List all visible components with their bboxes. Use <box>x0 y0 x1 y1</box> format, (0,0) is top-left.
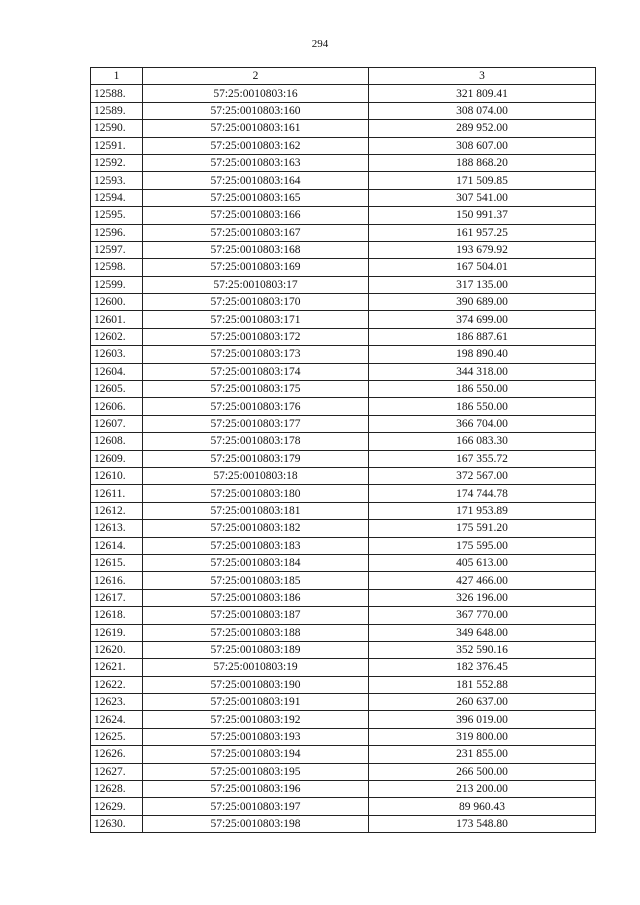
row-number-cell: 12608. <box>91 433 143 450</box>
row-number-cell: 12598. <box>91 259 143 276</box>
row-number-cell: 12617. <box>91 589 143 606</box>
row-number-cell: 12618. <box>91 607 143 624</box>
header-cell-3: 3 <box>369 68 596 85</box>
table-row <box>91 189 596 206</box>
table-row <box>91 781 596 798</box>
value-cell: 260 637.00 <box>369 694 596 711</box>
cadastral-number-cell: 57:25:0010803:187 <box>143 607 369 624</box>
row-number-cell: 12629. <box>91 798 143 815</box>
row-number-cell: 12602. <box>91 328 143 345</box>
header-cell-1: 1 <box>91 68 143 85</box>
row-number-cell: 12627. <box>91 763 143 780</box>
table-row <box>91 172 596 189</box>
value-cell: 193 679.92 <box>369 241 596 258</box>
row-number-cell: 12592. <box>91 154 143 171</box>
value-cell: 188 868.20 <box>369 154 596 171</box>
table-row <box>91 224 596 241</box>
value-cell: 427 466.00 <box>369 572 596 589</box>
row-number-cell: 12590. <box>91 120 143 137</box>
table-row <box>91 346 596 363</box>
cadastral-number-cell: 57:25:0010803:197 <box>143 798 369 815</box>
value-cell: 372 567.00 <box>369 467 596 484</box>
row-number-cell: 12610. <box>91 467 143 484</box>
cadastral-number-cell: 57:25:0010803:162 <box>143 137 369 154</box>
row-number-cell: 12603. <box>91 346 143 363</box>
row-number-cell: 12611. <box>91 485 143 502</box>
row-number-cell: 12626. <box>91 746 143 763</box>
cadastral-number-cell: 57:25:0010803:16 <box>143 85 369 102</box>
value-cell: 175 595.00 <box>369 537 596 554</box>
row-number-cell: 12599. <box>91 276 143 293</box>
value-cell: 186 887.61 <box>369 328 596 345</box>
table-row <box>91 207 596 224</box>
table-row <box>91 259 596 276</box>
table-body <box>91 85 596 833</box>
table-row <box>91 520 596 537</box>
value-cell: 171 953.89 <box>369 502 596 519</box>
cadastral-number-cell: 57:25:0010803:18 <box>143 467 369 484</box>
cadastral-number-cell: 57:25:0010803:170 <box>143 294 369 311</box>
table-row <box>91 450 596 467</box>
cadastral-number-cell: 57:25:0010803:183 <box>143 537 369 554</box>
cadastral-number-cell: 57:25:0010803:172 <box>143 328 369 345</box>
cadastral-number-cell: 57:25:0010803:169 <box>143 259 369 276</box>
value-cell: 182 376.45 <box>369 659 596 676</box>
value-cell: 231 855.00 <box>369 746 596 763</box>
value-cell: 396 019.00 <box>369 711 596 728</box>
cadastral-number-cell: 57:25:0010803:195 <box>143 763 369 780</box>
row-number-cell: 12596. <box>91 224 143 241</box>
row-number-cell: 12607. <box>91 415 143 432</box>
row-number-cell: 12593. <box>91 172 143 189</box>
table-row <box>91 485 596 502</box>
value-cell: 266 500.00 <box>369 763 596 780</box>
value-cell: 167 355.72 <box>369 450 596 467</box>
table-row <box>91 467 596 484</box>
table-row <box>91 85 596 102</box>
row-number-cell: 12621. <box>91 659 143 676</box>
value-cell: 167 504.01 <box>369 259 596 276</box>
value-cell: 173 548.80 <box>369 815 596 832</box>
value-cell: 366 704.00 <box>369 415 596 432</box>
cadastral-number-cell: 57:25:0010803:180 <box>143 485 369 502</box>
value-cell: 352 590.16 <box>369 641 596 658</box>
table-row <box>91 294 596 311</box>
value-cell: 308 074.00 <box>369 102 596 119</box>
cadastral-number-cell: 57:25:0010803:167 <box>143 224 369 241</box>
table-row <box>91 554 596 571</box>
table-row <box>91 102 596 119</box>
table-row <box>91 728 596 745</box>
row-number-cell: 12625. <box>91 728 143 745</box>
cadastral-number-cell: 57:25:0010803:175 <box>143 381 369 398</box>
cadastral-number-cell: 57:25:0010803:17 <box>143 276 369 293</box>
cadastral-number-cell: 57:25:0010803:174 <box>143 363 369 380</box>
table-row <box>91 676 596 693</box>
row-number-cell: 12612. <box>91 502 143 519</box>
table-row <box>91 241 596 258</box>
row-number-cell: 12605. <box>91 381 143 398</box>
table-row <box>91 694 596 711</box>
table-row <box>91 589 596 606</box>
cadastral-number-cell: 57:25:0010803:198 <box>143 815 369 832</box>
value-cell: 186 550.00 <box>369 381 596 398</box>
table-row <box>91 624 596 641</box>
cadastral-number-cell: 57:25:0010803:164 <box>143 172 369 189</box>
cadastral-number-cell: 57:25:0010803:160 <box>143 102 369 119</box>
row-number-cell: 12604. <box>91 363 143 380</box>
value-cell: 174 744.78 <box>369 485 596 502</box>
value-cell: 213 200.00 <box>369 781 596 798</box>
value-cell: 374 699.00 <box>369 311 596 328</box>
cadastral-number-cell: 57:25:0010803:179 <box>143 450 369 467</box>
table-row <box>91 120 596 137</box>
row-number-cell: 12591. <box>91 137 143 154</box>
table-row <box>91 154 596 171</box>
row-number-cell: 12588. <box>91 85 143 102</box>
row-number-cell: 12597. <box>91 241 143 258</box>
table-row <box>91 641 596 658</box>
cadastral-number-cell: 57:25:0010803:186 <box>143 589 369 606</box>
value-cell: 307 541.00 <box>369 189 596 206</box>
cadastral-number-cell: 57:25:0010803:192 <box>143 711 369 728</box>
row-number-cell: 12620. <box>91 641 143 658</box>
value-cell: 319 800.00 <box>369 728 596 745</box>
value-cell: 161 957.25 <box>369 224 596 241</box>
value-cell: 317 135.00 <box>369 276 596 293</box>
table-row <box>91 746 596 763</box>
table-row <box>91 398 596 415</box>
table-row <box>91 537 596 554</box>
cadastral-number-cell: 57:25:0010803:171 <box>143 311 369 328</box>
row-number-cell: 12595. <box>91 207 143 224</box>
value-cell: 175 591.20 <box>369 520 596 537</box>
data-table <box>90 67 596 833</box>
row-number-cell: 12628. <box>91 781 143 798</box>
table-row <box>91 763 596 780</box>
table-row <box>91 502 596 519</box>
cadastral-number-cell: 57:25:0010803:189 <box>143 641 369 658</box>
value-cell: 344 318.00 <box>369 363 596 380</box>
cadastral-number-cell: 57:25:0010803:191 <box>143 694 369 711</box>
value-cell: 367 770.00 <box>369 607 596 624</box>
table-row <box>91 659 596 676</box>
table-row <box>91 363 596 380</box>
table-row <box>91 137 596 154</box>
cadastral-number-cell: 57:25:0010803:185 <box>143 572 369 589</box>
cadastral-number-cell: 57:25:0010803:166 <box>143 207 369 224</box>
table-row <box>91 381 596 398</box>
cadastral-number-cell: 57:25:0010803:193 <box>143 728 369 745</box>
table-row <box>91 415 596 432</box>
value-cell: 308 607.00 <box>369 137 596 154</box>
cadastral-number-cell: 57:25:0010803:178 <box>143 433 369 450</box>
row-number-cell: 12623. <box>91 694 143 711</box>
value-cell: 181 552.88 <box>369 676 596 693</box>
table-row <box>91 276 596 293</box>
row-number-cell: 12613. <box>91 520 143 537</box>
value-cell: 166 083.30 <box>369 433 596 450</box>
header-row <box>91 68 596 85</box>
cadastral-number-cell: 57:25:0010803:161 <box>143 120 369 137</box>
row-number-cell: 12609. <box>91 450 143 467</box>
table-row <box>91 798 596 815</box>
cadastral-number-cell: 57:25:0010803:173 <box>143 346 369 363</box>
row-number-cell: 12589. <box>91 102 143 119</box>
table-row <box>91 815 596 832</box>
row-number-cell: 12594. <box>91 189 143 206</box>
cadastral-number-cell: 57:25:0010803:181 <box>143 502 369 519</box>
row-number-cell: 12615. <box>91 554 143 571</box>
row-number-cell: 12600. <box>91 294 143 311</box>
value-cell: 326 196.00 <box>369 589 596 606</box>
row-number-cell: 12624. <box>91 711 143 728</box>
table-header <box>91 68 596 85</box>
value-cell: 150 991.37 <box>369 207 596 224</box>
row-number-cell: 12616. <box>91 572 143 589</box>
value-cell: 89 960.43 <box>369 798 596 815</box>
value-cell: 289 952.00 <box>369 120 596 137</box>
value-cell: 186 550.00 <box>369 398 596 415</box>
row-number-cell: 12630. <box>91 815 143 832</box>
table-row <box>91 607 596 624</box>
row-number-cell: 12614. <box>91 537 143 554</box>
value-cell: 321 809.41 <box>369 85 596 102</box>
value-cell: 349 648.00 <box>369 624 596 641</box>
row-number-cell: 12606. <box>91 398 143 415</box>
row-number-cell: 12622. <box>91 676 143 693</box>
header-cell-2: 2 <box>143 68 369 85</box>
value-cell: 171 509.85 <box>369 172 596 189</box>
cadastral-number-cell: 57:25:0010803:182 <box>143 520 369 537</box>
cadastral-number-cell: 57:25:0010803:196 <box>143 781 369 798</box>
table-row <box>91 711 596 728</box>
table-row <box>91 433 596 450</box>
cadastral-number-cell: 57:25:0010803:168 <box>143 241 369 258</box>
table-row <box>91 572 596 589</box>
cadastral-number-cell: 57:25:0010803:177 <box>143 415 369 432</box>
value-cell: 198 890.40 <box>369 346 596 363</box>
page-number: 294 <box>311 38 329 50</box>
cadastral-number-cell: 57:25:0010803:19 <box>143 659 369 676</box>
value-cell: 405 613.00 <box>369 554 596 571</box>
table-row <box>91 311 596 328</box>
table-row <box>91 328 596 345</box>
cadastral-number-cell: 57:25:0010803:184 <box>143 554 369 571</box>
row-number-cell: 12619. <box>91 624 143 641</box>
row-number-cell: 12601. <box>91 311 143 328</box>
cadastral-number-cell: 57:25:0010803:194 <box>143 746 369 763</box>
cadastral-number-cell: 57:25:0010803:165 <box>143 189 369 206</box>
cadastral-number-cell: 57:25:0010803:176 <box>143 398 369 415</box>
value-cell: 390 689.00 <box>369 294 596 311</box>
cadastral-number-cell: 57:25:0010803:190 <box>143 676 369 693</box>
cadastral-number-cell: 57:25:0010803:188 <box>143 624 369 641</box>
cadastral-number-cell: 57:25:0010803:163 <box>143 154 369 171</box>
